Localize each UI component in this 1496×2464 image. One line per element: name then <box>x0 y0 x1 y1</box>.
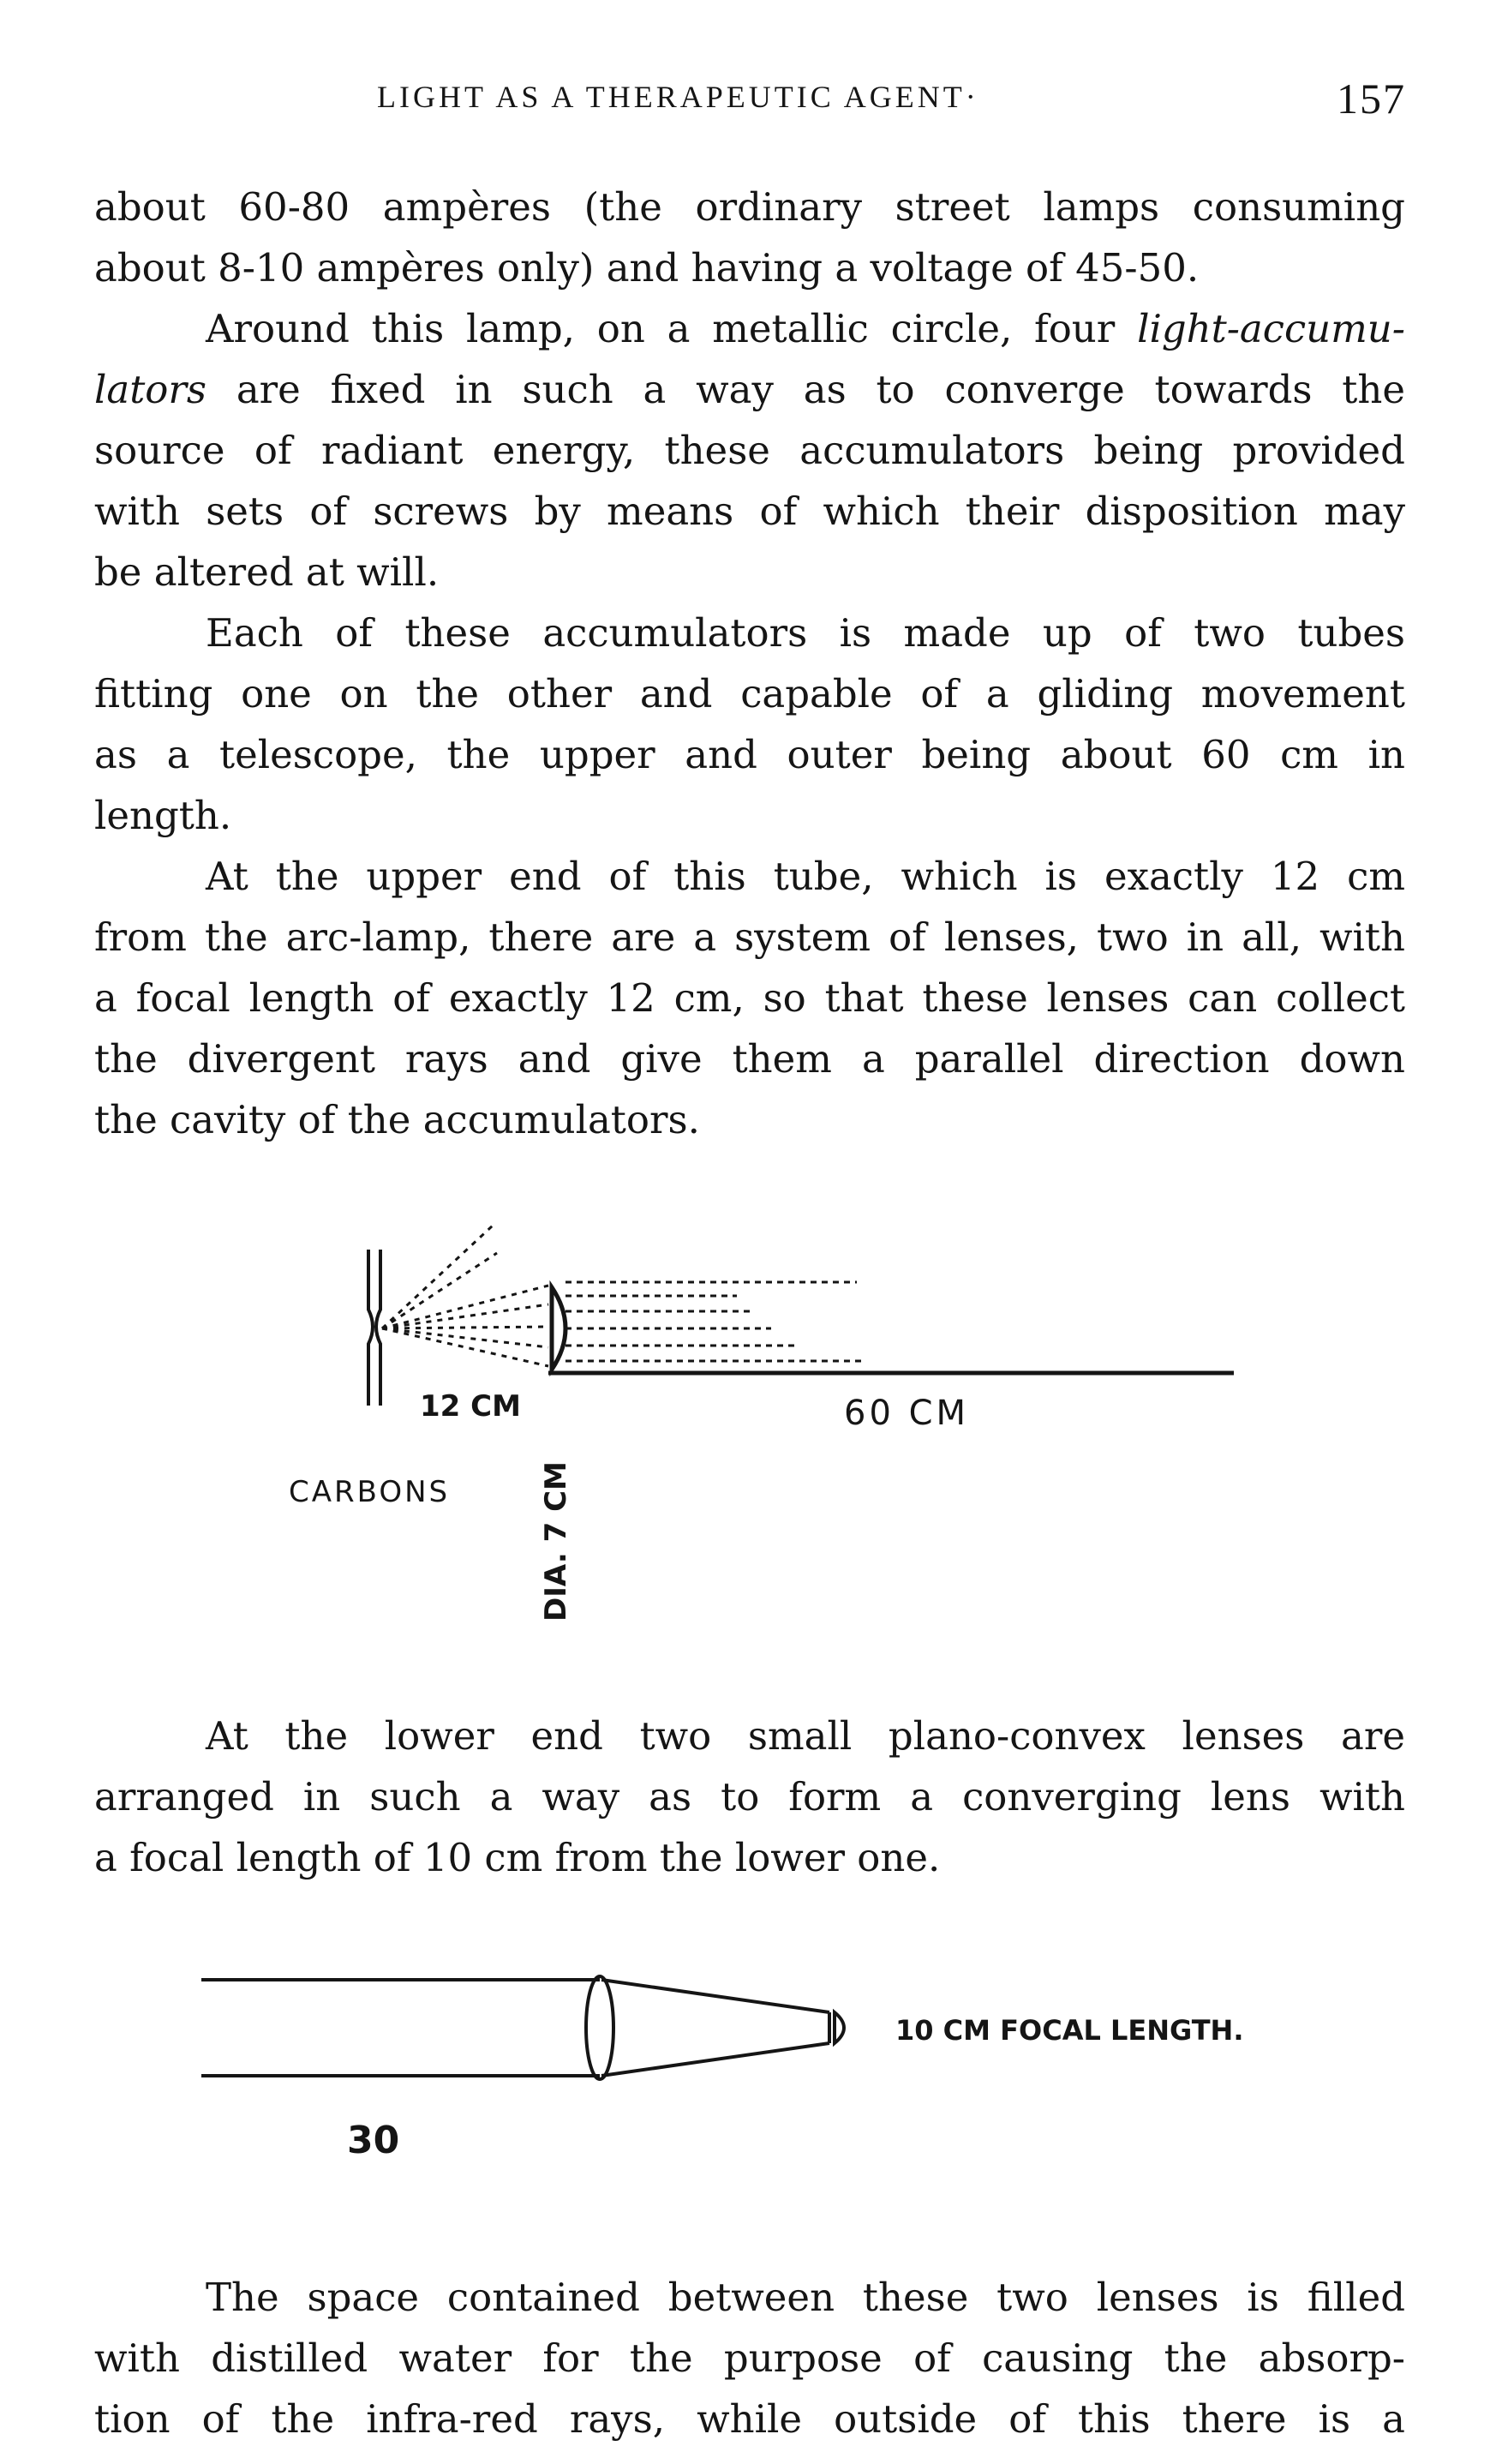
page-header <box>0 75 1496 130</box>
paragraph-5 <box>94 1706 1405 1888</box>
parallel-rays <box>565 1282 865 1361</box>
text-line: a focal length of exactly 12 cm, so that these lenses can collect <box>94 975 1405 1021</box>
text-line: At the upper end of this tube, which is exactly 12 cm <box>206 854 1405 899</box>
text-line: source of radiant energy, these accumulators being provided <box>94 428 1405 473</box>
italic-term: light-accumu- <box>1137 306 1405 351</box>
label-focal-length: 10 CM FOCAL LENGTH. <box>895 2014 1244 2047</box>
label-60cm: 60 CM <box>844 1394 970 1433</box>
divergent-rays <box>382 1226 548 1366</box>
paragraph-6 <box>94 2267 1405 2449</box>
text-line: Around this lamp, on a metallic circle, four light-accumu- <box>206 306 1405 351</box>
running-head: LIGHT AS A THERAPEUTIC AGENT· <box>377 80 979 114</box>
figure-converging-lens <box>0 1963 1496 2194</box>
text-line: tion of the infra-red rays, while outside of this there is a <box>94 2396 1405 2442</box>
text-line: length. <box>94 793 232 838</box>
text-line: Each of these accumulators is made up of two tubes <box>206 610 1405 656</box>
label-carbons: CARBONS <box>289 1475 451 1509</box>
text-line: fitting one on the other and capable of a gliding movement <box>94 671 1405 716</box>
text-line: lators are fixed in such a way as to converge towards the <box>94 367 1405 412</box>
text-line: from the arc-lamp, there are a system of lenses, two in all, with <box>94 914 1405 960</box>
page-number: 157 <box>1337 75 1406 123</box>
text-line: as a telescope, the upper and outer being about 60 cm in <box>94 732 1405 777</box>
text-line: the cavity of the accumulators. <box>94 1097 700 1142</box>
cone-top-line <box>601 1980 829 2012</box>
lens-icon <box>586 1976 613 2079</box>
text-line: the divergent rays and give them a parallel direction down <box>94 1036 1405 1082</box>
text-line: The space contained between these two lenses is filled <box>206 2275 1405 2320</box>
cone-bottom-line <box>601 2043 829 2076</box>
text-line: with sets of screws by means of which their disposition may <box>94 489 1405 534</box>
paragraph-2 <box>94 298 1405 603</box>
paragraph-4 <box>94 846 1405 1150</box>
text-line: a focal length of 10 cm from the lower one. <box>94 1835 941 1880</box>
text-line: about 60-80 ampères (the ordinary street lamps consuming <box>94 184 1405 230</box>
label-diameter: DIA. 7 CM <box>539 1461 573 1622</box>
italic-term: lators <box>94 367 207 412</box>
figure-arc-lamp-accumulator <box>0 1200 1496 1646</box>
text-line: At the lower end two small plano-convex lenses are <box>206 1713 1405 1759</box>
text-line: about 8-10 ampères only) and having a voltage of 45-50. <box>94 245 1200 291</box>
text-line: with distilled water for the purpose of causing the absorp- <box>94 2335 1405 2381</box>
label-12cm: 12 CM <box>420 1389 521 1424</box>
paragraph-3 <box>94 603 1405 846</box>
paragraph-1 <box>94 177 1405 298</box>
carbons-icon <box>368 1250 380 1406</box>
text-line: arranged in such a way as to form a converging lens with <box>94 1774 1405 1820</box>
small-lens-icon <box>835 2012 844 2043</box>
text-line: be altered at will. <box>94 549 440 595</box>
lens-icon <box>552 1287 565 1370</box>
label-30: 30 <box>347 2119 400 2162</box>
